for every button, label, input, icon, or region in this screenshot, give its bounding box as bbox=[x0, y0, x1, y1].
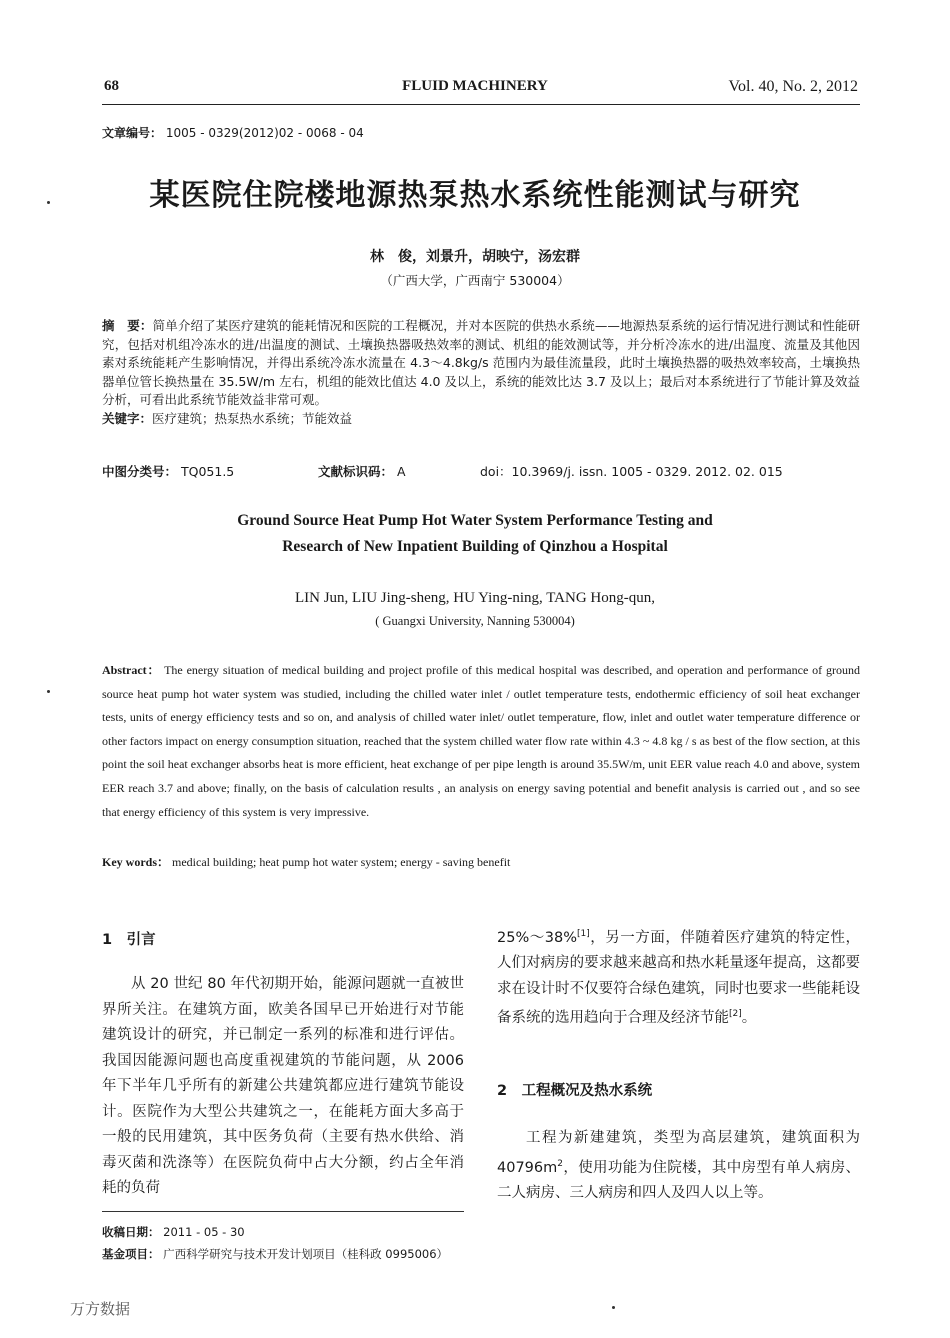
clc-value: TQ051.5 bbox=[181, 464, 235, 479]
keywords-en-text: medical building; heat pump hot water system; energy - saving benefit bbox=[172, 855, 511, 869]
received-value: 2011 - 05 - 30 bbox=[163, 1225, 245, 1239]
affiliation-en: ( Guangxi University, Nanning 530004) bbox=[375, 614, 575, 628]
abstract-cn bbox=[102, 317, 860, 410]
scan-speck bbox=[47, 690, 50, 693]
scan-speck bbox=[612, 1306, 615, 1309]
doc-value: A bbox=[397, 464, 406, 479]
article-id-value: 1005 - 0329(2012)02 - 0068 - 04 bbox=[165, 126, 364, 140]
clc-label: 中图分类号： bbox=[102, 464, 178, 479]
footnote-rule bbox=[102, 1211, 464, 1212]
classification-row bbox=[102, 462, 234, 480]
keywords-cn bbox=[102, 410, 860, 429]
para2-end: 。 bbox=[741, 1010, 757, 1027]
affiliation-cn: （广西大学，广西南宁 530004） bbox=[380, 273, 570, 288]
doc-label: 文献标识码： bbox=[318, 464, 394, 479]
keywords-cn-text: 医疗建筑；热泵热水系统；节能效益 bbox=[152, 411, 353, 426]
title-cn: 某医院住院楼地源热泵热水系统性能测试与研究 bbox=[149, 178, 801, 213]
authors-cn: 林 俊，刘景升，胡映宁，汤宏群 bbox=[370, 249, 580, 265]
authors-en: LIN Jun, LIU Jing-sheng, HU Ying-ning, TANG Hong-qun, bbox=[294, 590, 656, 606]
section2-para1 bbox=[497, 1126, 860, 1206]
watermark: 万方数据 bbox=[70, 1300, 131, 1318]
section2-heading: 2 工程概况及热水系统 bbox=[497, 1083, 653, 1099]
title-en-line1: Ground Source Heat Pump Hot Water System Performance Testing and bbox=[237, 512, 713, 529]
doc-code bbox=[318, 462, 406, 480]
page-number: 68 bbox=[104, 78, 119, 94]
keywords-en-label: Key words： bbox=[102, 855, 169, 869]
fund-project bbox=[102, 1246, 448, 1262]
journal-name: FLUID MACHINERY bbox=[402, 78, 548, 94]
section1-para2 bbox=[497, 922, 860, 1032]
fund-label: 基金项目： bbox=[102, 1247, 160, 1261]
ref1: [1] bbox=[577, 929, 590, 939]
article-id-label: 文章编号： bbox=[102, 126, 163, 140]
doi: doi：10.3969/j. issn. 1005 - 0329. 2012. 02. 015 bbox=[480, 464, 783, 479]
title-en-line2: Research of New Inpatient Building of Qinzhou a Hospital bbox=[282, 538, 668, 555]
section1-heading: 1 引言 bbox=[102, 932, 156, 948]
keywords-en bbox=[102, 851, 860, 875]
abstract-en bbox=[102, 659, 860, 824]
scan-speck bbox=[47, 201, 50, 204]
s2-sup: 2 bbox=[557, 1158, 563, 1169]
abstract-en-label: Abstract： bbox=[102, 663, 161, 677]
para2-mid: ，另一方面，伴随着医疗建筑的特定性，人们对病房的要求越来越高和热水耗量逐年提高，这都要求在设计时不仅要符合绿色建筑，同时也要求一些能耗设备系统的选用趋向于合理及经济节能 bbox=[497, 929, 861, 1027]
abstract-en-text: The energy situation of medical building and project profile of this medical hospital was described, and operation and performance of ground source heat pump hot water system was studied, including the chilled water inlet / outlet temperature tests, endothermic efficiency of soil heat exchanger tests, units of energy efficiency tests and so on, and analysis of chilled water inlet/ outlet temperature, flow, inlet and outlet water temperature difference or other factors impact on energy consumption situation, reached that the system chilled water flow rate within 4.3 ~ 4.8 kg / s as best of the flow section, at this point the soil heat exchanger absorbs heat is more efficient, heat exchange of per pipe length is around 35.5W/m, unit EER value reach 4.0 and above, system EER reach 3.7 and above; finally, on the basis of calculation results , an analysis on energy saving potential and benefit analysis is carried out , and so see that energy efficiency of this system is very impressive. bbox=[102, 663, 860, 819]
s2-start: 工程为新建建筑，类型为高层建筑，建筑面积为 40796m bbox=[497, 1130, 860, 1176]
ref2: [2] bbox=[729, 1009, 742, 1020]
abstract-cn-text: 简单介绍了某医疗建筑的能耗情况和医院的工程概况，并对本医院的供热水系统——地源热泵系统的运行情况进行测试和性能研究，包括对机组冷冻水的进/出温度的测试、土壤换热器吸热效率的测试、机组的能效测试等，并分析冷冻水的进/出温度、流量及其他因素对系统能耗产生影响情况，并得出系统冷冻水流量在 4.3～4.8kg/s 范围内为最佳流量段，此时土壤换热器的吸热效率较高，土壤换热器单位管长换热量在 35.5W/m 左右，机组的能效比值达 4.0 及以上，系统的能效比达 3.7 及以上；最后对本系统进行了节能计算及效益分析，可看出此系统节能效益非常可观。 bbox=[102, 318, 860, 407]
section1-para1: 从 20 世纪 80 年代初期开始，能源问题就一直被世界所关注。在建筑方面，欧美各国早已开始进行对节能建筑设计的研究，并已制定一系列的标准和进行评估。我国因能源问题也高度重视建筑的节能问题，从 2006 年下半年几乎所有的新建公共建筑都应进行建筑节能设计。医院作为大型公共建筑之一，在能耗方面大多高于一般的民用建筑，其中医务负荷（主要有热水供给、消毒灭菌和洗涤等）在医院负荷中占大分额，约占全年消耗的负荷 bbox=[102, 976, 464, 1196]
fund-value: 广西科学研究与技术开发计划项目（桂科政 0995006） bbox=[163, 1247, 449, 1261]
para2-start: 25%～38% bbox=[497, 929, 577, 946]
abstract-cn-label: 摘 要： bbox=[102, 318, 153, 333]
volume-info: Vol. 40, No. 2, 2012 bbox=[728, 78, 858, 95]
s2-end: ，使用功能为住院楼，其中房型有单人病房、二人病房、三人病房和四人及四人以上等。 bbox=[497, 1159, 860, 1201]
received-date bbox=[102, 1224, 245, 1240]
header-rule bbox=[102, 104, 860, 105]
received-label: 收稿日期： bbox=[102, 1225, 160, 1239]
article-id bbox=[102, 124, 364, 141]
keywords-cn-label: 关键字： bbox=[102, 411, 153, 426]
